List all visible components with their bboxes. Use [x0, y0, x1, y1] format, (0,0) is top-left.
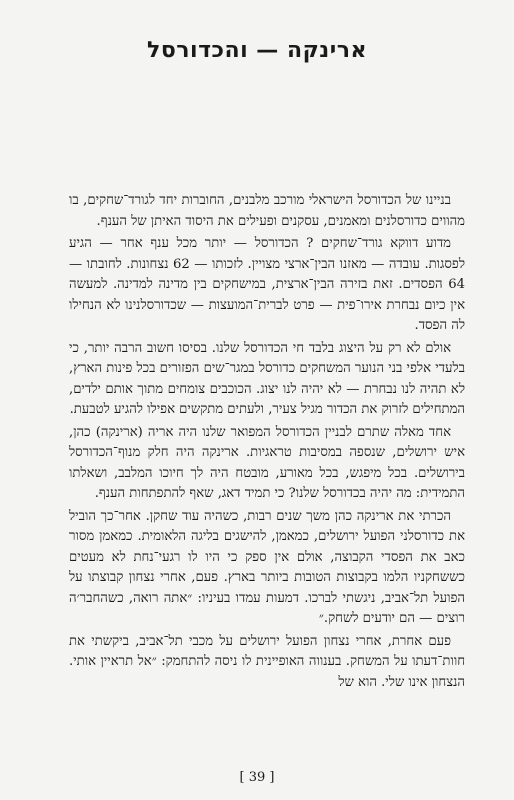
paragraph: אולם לא רק על היצוג בלבד חי הכדורסל שלנו. בסיסו חשוב הרבה יותר, כי בלעדי אלפי בני הנוער המשחקים כדורסל במגר־שים הפזורים בכל פינות הארץ, לא תהיה לנו נבחרת — לא יהיה לנו יצוג. הכוכבים צומחים מתוך אותם ילדים, המתחילים לזרוק את הכדור מגיל צעיר, ולעתים מתקשים אפילו להגיע לטבעת.: [69, 340, 465, 417]
paragraph: פעם אחרת, אחרי נצחון הפועל ירושלים על מכבי תל־אביב, ביקשתי את חוות־דעתו על המשחק. בענווה האופיינית לו ניסה להתחמק: ״אל תראיין אותי. הנצחון אינו שלי. הוא של: [69, 633, 465, 690]
paragraph: בניינו של הכדורסל הישראלי מורכב מלבנים, החוברות יחד לגורד־שחקים, בו מהווים כדורסלנים ומאמנים, עסקנים ופעילים את היסוד האיתן של הענף.: [69, 193, 465, 229]
body-text: [69, 191, 465, 695]
chapter-title: ארינקה — והכדורסל: [147, 38, 367, 63]
paragraph: אחד מאלה שתרם לבניין הכדורסל המפואר שלנו היה אריה (ארינקה) כהן, איש ירושלים, שנספה במסיבות טראגיות. ארינקה היה חלק מנוף־הכדורסל בירושלים. בכל מיפגש, בכל מאורע, מובטח היה לך חיוכו המלבב, ושאלתו התמידית: מה יהיה בכדורסל שלנו? כי תמיד דאג, שאף להתפתחות הענף.: [69, 424, 465, 501]
page-number: [ 39 ]: [239, 770, 275, 785]
paragraph: מדוע דווקא גורד־שחקים ? הכדורסל — יותר מכל ענף אחר — הגיע לפסגות. עובדה — מאזנו הבין־ארצי מצויין. לזכותו — 62 נצחונות. לחובתו — 64 הפסדים. זאת בזירה הבין־ארצית, במישחקים בין מדינה למדינה. למעשה אין כיום נבחרת אירו־פית — פרט לברית־המועצות — שכדורסלנינו לא הנחילו לה הפסד.: [69, 236, 465, 333]
paragraph: הכרתי את ארינקה כהן משך שנים רבות, כשהיה עוד שחקן. אחר־כך הוביל את כדורסלני הפועל ירושלים, כמאמן, להישגים בליגה הלאומית. כמאמן מסור כאב את הפסדי הקבוצה, אולם אין ספק כי היו לו רגעי־נחת לא מעטים כששחקניו הלמו בקבוצות הטובות ביותר בארץ. פעם, אחרי נצחון קבוצתו על הפועל תל־אביב, ניגשתי לברכו. דמעות עמדו בעיניו: ״אתה רואה, כשהחבר׳ה רוצים — הם יודעים לשחק.״: [69, 508, 465, 626]
